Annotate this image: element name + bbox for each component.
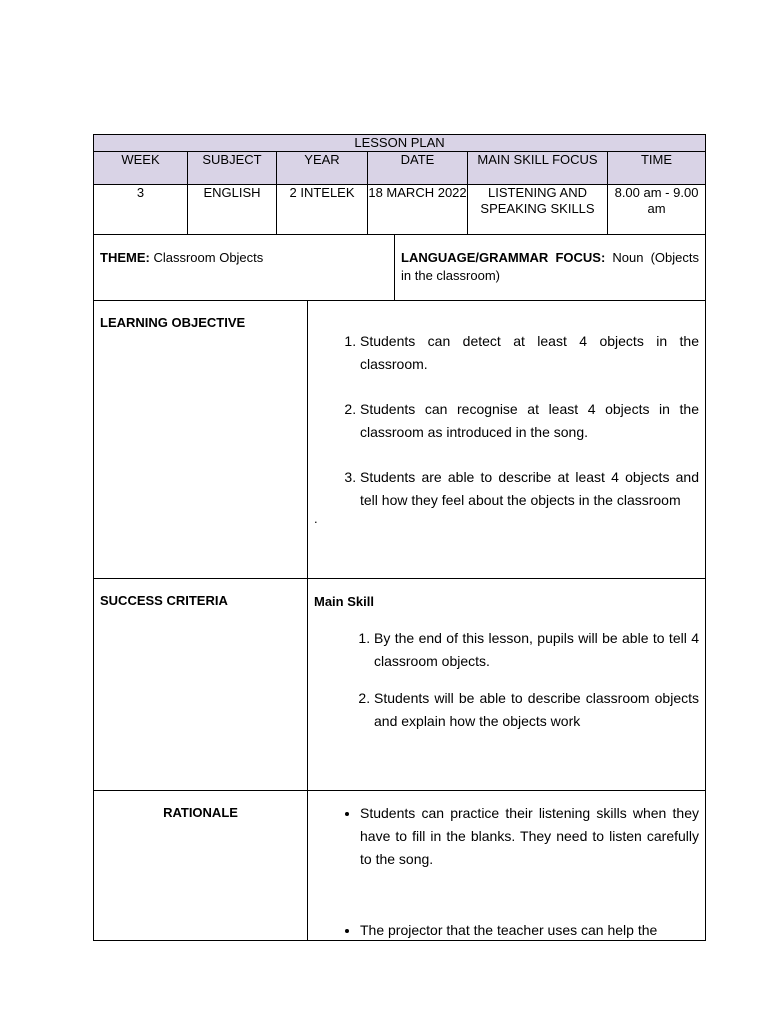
learning-objective-item: 3. Students are able to describe at least 4 objects and tell how they feel about the objects in the classroom [360, 466, 699, 512]
language-focus-label: LANGUAGE/GRAMMAR FOCUS: [401, 250, 606, 265]
value-time: 8.00 am - 9.00 am [608, 185, 706, 235]
column-header-time: TIME [608, 152, 706, 185]
value-main-skill-focus: LISTENING AND SPEAKING SKILLS [468, 185, 608, 235]
success-criteria-content [308, 579, 706, 791]
rationale-item: • The projector that the teacher uses can help the [360, 919, 699, 940]
rationale-list [360, 802, 699, 940]
theme-label: THEME: [100, 250, 150, 265]
language-focus-value: Noun (Objects in the classroom) [401, 250, 700, 283]
learning-objective-content [308, 301, 706, 579]
success-criteria-item: 1. By the end of this lesson, pupils will be able to tell 4 classroom objects. [374, 627, 699, 673]
lesson-plan-header-table [93, 134, 706, 235]
theme-table [93, 234, 706, 301]
column-header-date: DATE [368, 152, 468, 185]
success-criteria-item: 2. Students will be able to describe classroom objects and explain how the objects work [374, 687, 699, 733]
learning-objective-item: 2. Students can recognise at least 4 objects in the classroom as introduced in the song. [360, 398, 699, 444]
success-criteria-label: SUCCESS CRITERIA [94, 579, 308, 791]
main-skill-subheading: Main Skill [314, 594, 374, 609]
learning-objective-list [360, 330, 699, 512]
value-subject: ENGLISH [188, 185, 277, 235]
value-year: 2 INTELEK [277, 185, 368, 235]
value-date: 18 MARCH 2022 [368, 185, 468, 235]
column-header-week: WEEK [94, 152, 188, 185]
column-header-year: YEAR [277, 152, 368, 185]
learning-objective-label: LEARNING OBJECTIVE [94, 301, 308, 579]
rationale-content [308, 791, 706, 941]
column-header-main-skill-focus: MAIN SKILL FOCUS [468, 152, 608, 185]
learning-objective-item: 1. Students can detect at least 4 objects in the classroom. [360, 330, 699, 376]
theme-value: Classroom Objects [153, 250, 264, 265]
lesson-plan-title: LESSON PLAN [94, 135, 706, 152]
rationale-item: • Students can practice their listening skills when they have to fill in the blanks. They need to listen carefully to the song. [360, 802, 699, 871]
theme-cell [94, 235, 395, 301]
success-criteria-list [374, 627, 699, 733]
lesson-plan-document [93, 134, 705, 941]
language-focus-cell [395, 235, 706, 301]
value-week: 3 [94, 185, 188, 235]
rationale-label: RATIONALE [94, 791, 308, 941]
details-table [93, 300, 706, 941]
trailing-period: . [314, 511, 318, 526]
column-header-subject: SUBJECT [188, 152, 277, 185]
